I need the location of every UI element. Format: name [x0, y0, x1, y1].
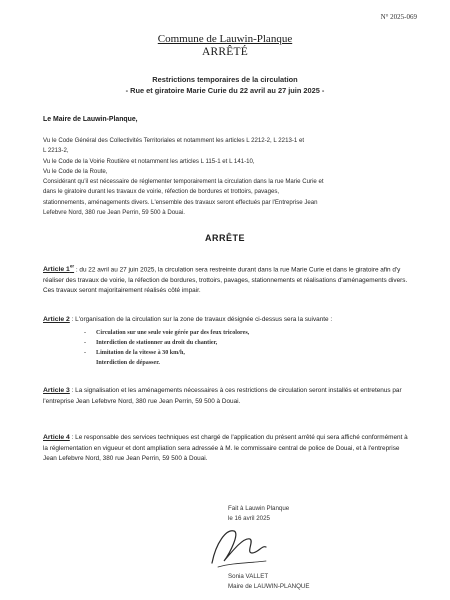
- document-title: ARRÊTÉ: [202, 46, 248, 58]
- article-3-text: : La signalisation et les aménagements nécessaires à ces restrictions de circulation seront installés et entretenus par l'entreprise Jean Lefebvre Nord, 380 rue Jean Perrin, 59 500 à Douai.: [43, 387, 402, 405]
- article-3: [43, 386, 409, 407]
- signatory-name: Sonia VALLET: [228, 573, 269, 580]
- article-1-text-2: Ces travaux seront majoritairement réalisés côté impair.: [43, 287, 201, 295]
- considerant-line: dans le giratoire durant les travaux de voirie, réfection de bordures et trottoirs, pavages,: [43, 188, 280, 196]
- subject-block: [0, 74, 450, 96]
- considerant-line: Considérant qu'il est nécessaire de réglementer temporairement la circulation dans la rue Marie Curie et: [43, 178, 324, 186]
- article-2-bullets: [84, 328, 409, 368]
- considerant-line: Vu le Code de la Route,: [43, 167, 108, 175]
- considerant-line: Lefebvre Nord, 380 rue Jean Perrin, 59 500 à Douai.: [43, 209, 185, 217]
- article-3-label: Article 3: [43, 387, 70, 394]
- signature-date: le 16 avril 2025: [228, 515, 270, 522]
- article-2-text: : L'organisation de la circulation sur la zone de travaux désignée ci-dessus sera la suivante :: [69, 316, 333, 323]
- signature-place-date: [228, 504, 289, 524]
- subject-line-2: - Rue et giratoire Marie Curie du 22 avril au 27 juin 2025 -: [125, 86, 325, 95]
- article-2: [43, 315, 409, 368]
- commune-name: Commune de Lauwin-Planque: [157, 33, 293, 45]
- considerant-line: L 2213-2,: [43, 147, 69, 155]
- subject-line-1: Restrictions temporaires de la circulation: [152, 75, 298, 84]
- considerants-block: [43, 136, 409, 218]
- article-4-label: Article 4: [43, 434, 70, 441]
- article-2-label: Article 2: [43, 316, 70, 323]
- reference-number: N° 2025-069: [380, 13, 417, 21]
- signature-place: Fait à Lauwin Planque: [228, 505, 290, 512]
- considerant-line: stationnements, aménagements divers. L'ensemble des travaux seront effectués par l'Entreprise Jean: [43, 198, 318, 206]
- list-item: - Circulation sur une seule voie gérée par des feux tricolores,: [84, 329, 250, 336]
- signatory-role: Maire de LAUWIN-PLANQUE: [228, 583, 310, 590]
- considerant-line: Vu le Code de la Voirie Routière et notamment les articles L 115-1 et L 141-10,: [43, 157, 255, 165]
- article-4: [43, 433, 409, 465]
- article-1-text: : du 22 avril au 27 juin 2025, la circulation sera restreinte durant dans la rue Marie Curie et dans le giratoire afin d'y réaliser des travaux de voirie, la réfection de bordures, trottoirs, pavages, stationnements et réalisations d'aménagements divers.: [43, 266, 408, 284]
- article-1-label: Article 1er: [43, 264, 75, 274]
- arrete-heading: ARRÊTE: [204, 233, 245, 243]
- document-header: [0, 33, 450, 59]
- list-item: Interdiction de dépasser.: [96, 359, 160, 366]
- maire-heading: Le Maire de Lauwin-Planque,: [43, 116, 138, 123]
- list-item: - Limitation de la vitesse à 30 km/h,: [84, 349, 185, 356]
- considerant-line: Vu le Code Général des Collectivités Territoriales et notamment les articles L 2212-2, L 2213-1 et: [43, 137, 305, 144]
- signatory-block: [228, 572, 310, 592]
- article-1: [43, 262, 409, 297]
- handwritten-signature: [204, 523, 274, 571]
- article-4-text: : Le responsable des services techniques est chargé de l'application du présent arrêté qui sera affiché conformément à la réglementation en vigueur et dont ampliation sera adressée à M. le commissaire central de police de Douai, et à l'entreprise Jean Lefebvre Nord, 380 rue Jean Perrin, 59 500 à Douai.: [43, 434, 408, 462]
- list-item: - Interdiction de stationner au droit du chantier,: [84, 339, 218, 346]
